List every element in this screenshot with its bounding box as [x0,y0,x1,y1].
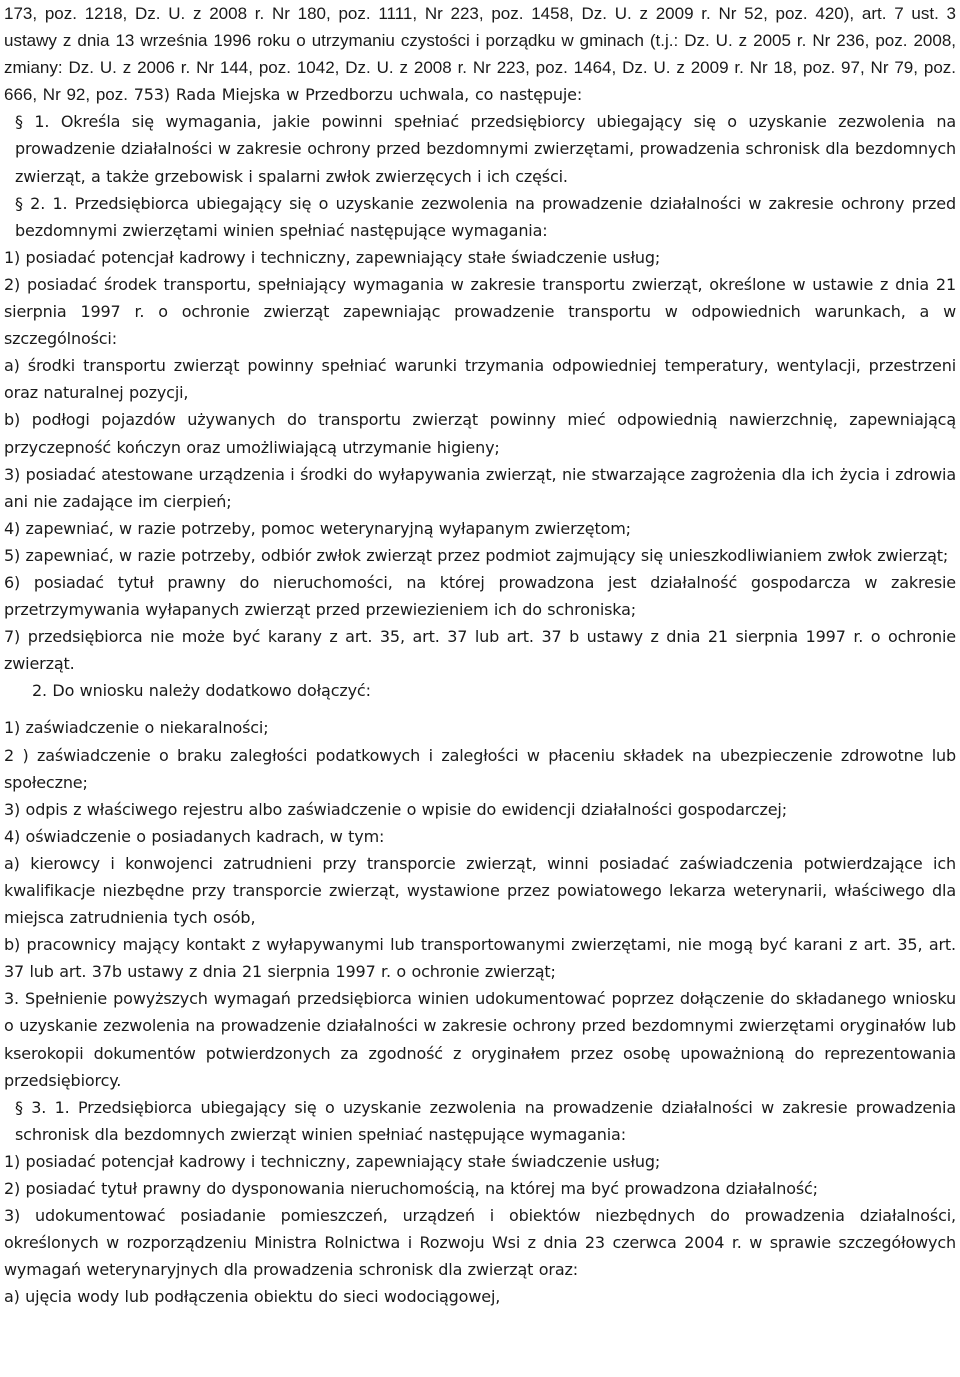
intro-paragraph [4,0,956,108]
list-item: a) ujęcia wody lub podłączenia obiektu do sieci wodociągowej, [4,1287,501,1307]
list-item: a) środki transportu zwierząt powinny spełniać warunki trzymania odpowiedniej temperatury, wentylacji, przestrzeni oraz naturalnej pozycji, [4,356,956,403]
list-item: 1) zaświadczenie o niekaralności; [4,718,269,738]
intro-tail-text: 753) Rada Miejska w Przedborzu uchwala, co następuje: [133,85,583,105]
section-3-paragraph: § 3. 1. Przedsiębiorca ubiegający się o uzyskanie zezwolenia na prowadzenie działalności w zakresie prowadzenia schronisk dla bezdomnych zwierząt winien spełniać następujące wymagania: [15,1097,956,1144]
list-item: 1) posiadać potencjał kadrowy i techniczny, zapewniający stałe świadczenie usług; [4,247,661,267]
list-item: 1) posiadać potencjał kadrowy i techniczny, zapewniający stałe świadczenie usług; [4,1151,661,1171]
section-1-paragraph: § 1. Określa się wymagania, jakie powinni spełniać przedsiębiorcy ubiegający się o uzyskanie zezwolenia na prowadzenie działalności w zakresie ochrony przed bezdomnymi zwierzętami, prowadzenia schronisk dla bezdomnych zwierząt, a także grzebowisk i spalarni zwłok zwierzęcych i ich części. [15,112,956,186]
document-page [4,0,956,1311]
list-item: 3) udokumentować posiadanie pomieszczeń, urządzeń i obiektów niezbędnych do prowadzenia działalności, określonych w rozporządzeniu Ministra Rolnictwa i Rozwoju Wsi z dnia 23 czerwca 2004 r. w sprawie szczegółowych wymagań weterynaryjnych dla prowadzenia schronisk dla zwierząt oraz: [4,1206,956,1280]
intro-text: 173, poz. 1218, Dz. U. z 2008 r. Nr 180, poz. 1111, Nr 223, poz. 1458, Dz. U. z 2009 r. Nr 52, poz. 420), art. 7 ust. 3 ustawy z dnia 13 września 1996 roku o utrzymaniu czystości i porządku w gminach (t.j.: Dz. U. z 2005 r. Nr 236, poz. 2008, zmiany: Dz. U. z 2006 r. Nr 144, poz. 1042, Dz. U. z 2008 r. Nr 223, poz. 1464, Dz. U. z 2009 r. Nr 18, poz. 97, Nr 79, poz. 666, Nr 92, poz. [4,4,956,105]
list-item: 2) posiadać tytuł prawny do dysponowania nieruchomością, na której ma być prowadzona działalność; [4,1179,818,1199]
list-item: 2) posiadać środek transportu, spełniający wymagania w zakresie transportu zwierząt, określone w ustawie z dnia 21 sierpnia 1997 r. o ochronie zwierząt zapewniając prowadzenie transportu w odpowiednich warunkach, a w szczególności: [4,274,956,349]
list-item: 4) oświadczenie o posiadanych kadrach, w tym: [4,826,385,846]
list-item: a) kierowcy i konwojenci zatrudnieni przy transporcie zwierząt, winni posiadać zaświadczenia potwierdzające ich kwalifikacje niezbędne przy transporcie zwierząt, wystawione przez powiatowego lekarza weterynarii, właściwego dla miejsca zatrudnienia tych osób, [4,853,956,928]
list-item: 3) posiadać atestowane urządzenia i środki do wyłapywania zwierząt, nie stwarzające zagrożenia dla ich życia i zdrowia ani nie zadające im cierpień; [4,464,956,511]
list-item: b) pracownicy mający kontakt z wyłapywanymi lub transportowanymi zwierzętami, nie mogą być karani z art. 35, art. 37 lub art. 37b ustawy z dnia 21 sierpnia 1997 r. o ochronie zwierząt; [4,935,956,982]
section-2-paragraph: § 2. 1. Przedsiębiorca ubiegający się o uzyskanie zezwolenia na prowadzenie działalności w zakresie ochrony przed bezdomnymi zwierzętami winien spełniać następujące wymagania: [15,193,956,240]
list-item: 5) zapewniać, w razie potrzeby, odbiór zwłok zwierząt przez podmiot zajmujący się unieszkodliwianiem zwłok zwierząt; [4,545,949,565]
list-item: 6) posiadać tytuł prawny do nieruchomości, na której prowadzona jest działalność gospodarcza w zakresie przetrzymywania wyłapanych zwierząt przed przewiezieniem ich do schroniska; [4,572,956,620]
attachment-heading: 2. Do wniosku należy dodatkowo dołączyć: [32,681,371,701]
list-item: 7) przedsiębiorca nie może być karany z art. 35, art. 37 lub art. 37 b ustawy z dnia 21 sierpnia 1997 r. o ochronie zwierząt. [4,627,956,674]
list-item: 2 ) zaświadczenie o braku zaległości podatkowych i zaległości w płaceniu składek na ubezpieczenie zdrowotne lub społeczne; [4,745,956,792]
list-item: b) podłogi pojazdów używanych do transportu zwierząt powinny mieć odpowiednią nawierzchnię, zapewniającą przyczepność kończyn oraz umożliwiającą utrzymanie higieny; [4,410,956,457]
list-item: 3) odpis z właściwego rejestru albo zaświadczenie o wpisie do ewidencji działalności gospodarczej; [4,799,787,819]
list-item: 4) zapewniać, w razie potrzeby, pomoc weterynaryjną wyłapanym zwierzętom; [4,518,631,538]
list-item: 3. Spełnienie powyższych wymagań przedsiębiorca winien udokumentować poprzez dołączenie do składanego wniosku o uzyskanie zezwolenia na prowadzenie działalności w zakresie ochrony przed bezdomnymi zwierzętami oryginałów lub kserokopii dokumentów potwierdzonych za zgodność z oryginałem przez osobę upoważnioną do reprezentowania przedsiębiorcy. [4,989,956,1090]
